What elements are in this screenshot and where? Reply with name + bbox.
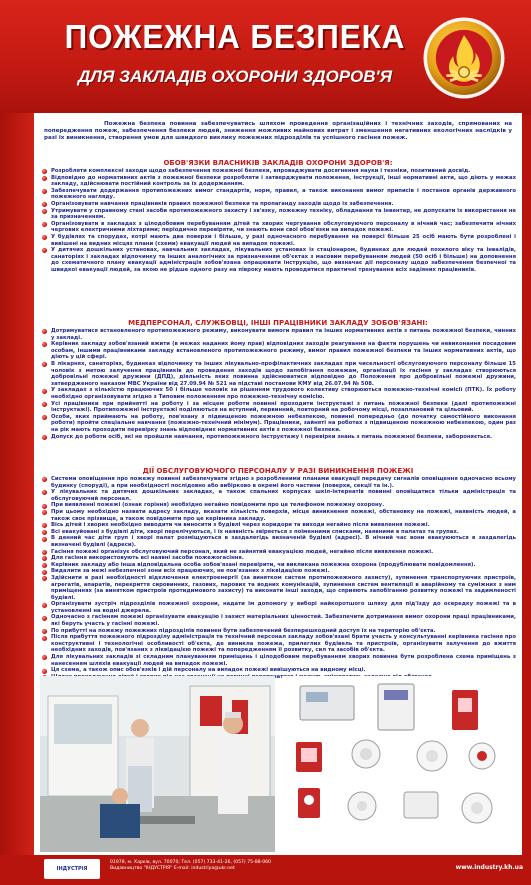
footer-publisher: Видавництво "ІНДУСТРІЯ" E-mail: industriya@ukr.net	[110, 866, 235, 871]
list-item: Керівник закладу або інша відповідальна особа зобов'язані перевірити, чи викликана пожежна охорона (продублювати повідомлення).	[42, 562, 516, 569]
list-item: У закладах з кількістю працюючих 50 і більше чоловік за рішенням трудового колективу створюються пожежно-технічні комісії (ПТК). Їх роботу необхідно організовувати згідно з Типовим положенням про пожежно-технічну комісію.	[42, 387, 516, 400]
list-item: Всі евакуйовані з будівлі діти, хворі перелічуються, і їх наявність звіряється з поіменними списками, наявними в палатах та групах.	[42, 529, 516, 536]
fire-alarm-devices-illustration	[282, 676, 514, 852]
page-subtitle: ДЛЯ ЗАКЛАДІВ ОХОРОНИ ЗДОРОВ'Я	[78, 67, 392, 86]
list-item: Гасіння пожежі організує обслуговуючий персонал, який не зайнятий евакуацією людей, негайно після виявлення пожежі.	[42, 549, 516, 556]
section-title-owners: ОБОВ'ЯЗКИ ВЛАСНИКІВ ЗАКЛАДІВ ОХОРОНИ ЗДОРОВ'Я:	[163, 159, 393, 167]
list-item: В лікарнях, санаторіях, будинках відпочинку та інших лікувально-профілактичних закладах при чисельності обслуговуючого персоналу більше 15 чоловік з метою залучення працівників до проведення заходів щодо запобігання пожежам, організації їх гасіння у закладах створюються добровільні пожежні дружини (ДПД), діяльність яких повинна здійснюватися відповідно до Положення про добровільні пожежні дружини, затвердженого наказом МВС України від 27.09.94 № 521 на підставі постанови КМУ від 26.07.94 № 508.	[42, 361, 516, 387]
intro-paragraph: Пожежна безпека повинна забезпечуватись шляхом проведення організаційних і технічних заходів, спрямованих на попередження пожеж, забезпечення безпеки людей, зниження можливих майнових витрат і зменшення негативних екологічних наслідків у разі їх виникнення, створення умов для швидкого виклику пожежних підрозділів та успішного гасіння пожеж.	[44, 121, 512, 142]
footer-website-link[interactable]: www.industry.kh.ua	[455, 864, 523, 871]
page-title: ПОЖЕЖНА БЕЗПЕКА	[64, 18, 406, 55]
list-item: Видалити за межі небезпечної зони всіх працюючих, не пов'язаних з ліквідацією пожежі.	[42, 568, 516, 575]
list-item: Дотримуватися встановленого протипожежного режиму, виконувати вимоги правил та інших нормативних актів з питань пожежної безпеки, чинних у закладі.	[42, 328, 516, 341]
list-item: Одночасно з гасінням пожежі організувати евакуацію і захист матеріальних цінностей. Забезпечити дотримання вимог охорони праці працівниками, які беруть участь у гасінні пожежі.	[42, 614, 516, 627]
list-item: Особи, яких приймають на роботу, пов'язану з підвищеною пожежною небезпекою, повинні попередньо (до початку самостійного виконання роботи) пройти спеціальне навчання (пожежно-технічний мінімум). Працівники, зайняті на роботах з підвищеною пожежною небезпекою, один раз на рік мають проходити перевірку знань відповідних нормативних актів з пожежної безпеки.	[42, 414, 516, 434]
list-item: Допуск до роботи осіб, які не пройшли навчання, протипожежного інструктажу і перевірки знань з питань пожежної безпеки, забороняється.	[42, 434, 516, 441]
list-item: Вісь дітей і хворих необхідно виводити чи виносити з будівлі через коридори та виходи негайно після виявлення пожежі.	[42, 522, 516, 529]
footer-address: 01978, м. Харків, вул. 70070; Тел. (057) 733-41-26, (057) 75-88-060	[110, 860, 271, 865]
list-item: Здійснити в разі необхідності відключення електроенергії (за винятком систем протипожежного захисту), зупинення транспортуючих пристроїв, агрегатів, апаратів, перекриття сировинних, газових, парових та водних комунікацій, зупинення систем вентиляції в аварійному та суміжних з ним приміщеннях (за винятком пристроїв протидимового захисту) та виконати інші заходи, що сприяють запобіганню розвитку пожежі та задимленості будівлі.	[42, 575, 516, 601]
list-item: Утримувати у справному стані засоби протипожежного захисту і зв'язку, пожежну техніку, обладнання та інвентар, не допускати їх використання не за призначенням.	[42, 208, 516, 221]
list-item: Організувати зустріч підрозділів пожежної охорони, надати їм допомогу у виборі найкоротшого шляху для під'їзду до осередку пожежі та в установленні на водні джерела.	[42, 601, 516, 614]
staff-duties-list	[42, 328, 516, 440]
section-title-staff: МЕДПЕРСОНАЛ, СЛУЖБОВЦІ, ІНШІ ПРАЦІВНИКИ ЗАКЛАДУ ЗОБОВ'ЯЗАНІ:	[128, 319, 428, 327]
list-item: Усі працівники при прийнятті на роботу і за місцем роботи повинні проходити інструктажі з питань пожежної безпеки (далі протипожежні інструктажі). Протипожежні інструктажі поділяються на вступний, первинний, повторний на робочому місці, позаплановий та цільовий.	[42, 401, 516, 414]
list-item: Організовувати в закладах з цілодобовим перебуванням дітей та хворих чергування обслуговуючого персоналу в нічний час; забезпечити нічних чергових електричними ліхтарями; періодично перевіряти, чи знають вони свої обов'язки на випадок пожежі.	[42, 221, 516, 234]
list-item: Організовувати навчання працівників правил пожежної безпеки та пропаганду заходів щодо їх забезпечення.	[42, 201, 516, 208]
list-item: При цьому необхідно назвати адресу закладу, вказати кількість поверхів, місце виникнення пожежі, обстановку на пожежі, наявність людей, а також своє прізвище, а також повідомити про це керівника закладу.	[42, 509, 516, 522]
list-item: Забезпечувати додержання протипожежних вимог стандартів, норм, правил, а також виконання вимог приписів і постанов органів державного пожежного нагляду.	[42, 188, 516, 201]
list-item: У дитячих дошкільних установах, навчальних закладах, лікувальних установах із стаціонаром, будинках для людей похилого віку та інвалідів, санаторіях і закладах відпочинку та інших аналогічних за призначенням об'єктах з масовим перебуванням людей (50 осіб і більше) на доповнення до схематичного плану евакуації адміністрація зобов'язана опрацювати інструкцію, що визначає дії персоналу щодо забезпечення безпечної та швидкої евакуації людей, за якою не рідше одного разу на півроку мають проводитися практичні тренування всіх задіяних працівників.	[42, 247, 516, 273]
list-item: У будівлях та спорудах, котрі мають два поверхи і більше, у разі одночасного перебування на поверсі більше 25 осіб мають бути розроблені і вивішені на видних місцях плани (схеми) евакуації людей на випадок пожежі.	[42, 234, 516, 247]
list-item: Системи оповіщення про пожежу повинні забезпечувати згідно з розробленими планами евакуації передачу сигналів оповіщення одночасно всьому будинку (споруді), а при необхідності послідовно або вибірково в окремі його частини (поверхи, секції та ін.).	[42, 476, 516, 489]
list-item: Для лікувальних закладів зі складним плануванням приміщень і цілодобовим перебуванням хворих повинна бути розроблена схема приміщень з нанесенням шляхів евакуації людей на випадок пожежі.	[42, 654, 516, 667]
footer-contacts	[110, 860, 370, 872]
list-item: Для гасіння використовують всі наявні засоби пожежогасіння.	[42, 555, 516, 562]
list-item: Відповідно до нормативних актів з пожежної безпеки розробляти і затверджувати положення, інструкції, інші нормативні акти, що діють у межах закладу, здійснювати постійний контроль за їх додержанням.	[42, 175, 516, 188]
fire-service-emblem-icon	[420, 14, 508, 102]
owners-duties-list	[42, 168, 516, 274]
list-item: По прибутті на пожежу пожежних підрозділів повинен бути забезпечений безперешкодний доступ їх на територію об'єкта.	[42, 628, 516, 635]
publisher-logo-text: ІНДУСТРІЯ	[56, 866, 88, 872]
left-red-strip	[0, 113, 34, 855]
publisher-logo	[44, 859, 100, 879]
hospital-corridor-photo	[40, 676, 275, 852]
fire-actions-list	[42, 476, 516, 680]
list-item: В денний час діти груп і хворі палат розміщуються в заздалегідь визначеній будівлі (адресі). В нічний час вони евакуюються в заздалегідь визначені будівлі (адреси).	[42, 535, 516, 548]
list-item: Ця схема, а також опис обов'язків і дій персоналу на випадок пожежі вивішуються на видному місці.	[42, 667, 516, 674]
list-item: Розробляти комплексні заходи щодо забезпечення пожежної безпеки, впроваджувати досягнення науки і техніки, позитивний досвід.	[42, 168, 516, 175]
list-item: Після прибуття пожежного підрозділу адміністрація та технічний персонал закладу зобов'язані брати участь у консультуванні керівника гасіння про конструктивні і технологічні особливості об'єкта, де виникла пожежа, прилеглих будівель та пристроїв, організувати залучення до вжиття необхідних заходів, пов'язаних з ліквідацією пожежі та попередженням її розвитку, сил та засобів об'єкта.	[42, 634, 516, 654]
list-item: При виявленні пожежі (ознак горіння) необхідно негайно повідомити про це телефоном пожежну охорону.	[42, 502, 516, 509]
list-item: Керівник закладу зобов'язаний вжити (в межах наданих йому прав) відповідних заходів реагування на факти порушень чи невиконання посадовим особам, іншими працівниками закладу встановленого протипожежного режиму, вимог правил пожежної безпеки та інших нормативних актів, що діють у цій сфері.	[42, 341, 516, 361]
section-title-fire-actions: ДІЇ ОБСЛУГОВУЮЧОГО ПЕРСОНАЛУ У РАЗІ ВИНИКНЕННЯ ПОЖЕЖІ	[142, 467, 414, 475]
list-item: У лікувальних та дитячих дошкільних закладах, а також спальних корпусах шкіл-інтернатів повинні оповіщатися тільки адміністрація та обслуговуючий персонал.	[42, 489, 516, 502]
